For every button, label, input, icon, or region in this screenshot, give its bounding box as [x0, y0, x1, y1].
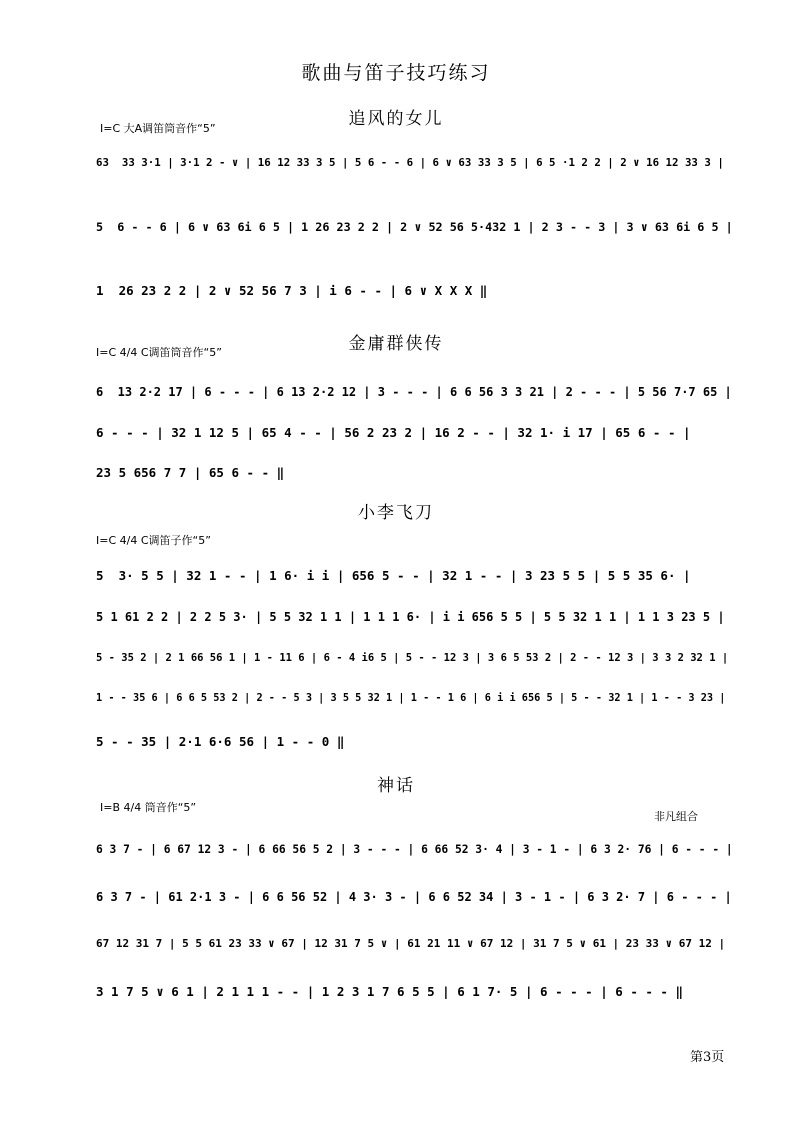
song-4-line-2: 6 3 7 - | 61 2·1 3 - | 6 6 56 52 | 4 3· 3 - | 6 6 52 34 | 3 - 1 - | 6 3 2· 7 | 6 - - - | [96, 890, 732, 904]
song-4-line-1: 6 3 7 - | 6 67 12 3 - | 6 66 56 5 2 | 3 - - - | 6 66 52 3· 4 | 3 - 1 - | 6 3 2· 76 | 6 - - - | [96, 843, 733, 856]
song-1-line-3: 1 26 23 2 2 | 2 ∨ 52 56 7 3 | i 6 - - | 6 ∨ X X X ‖ [96, 283, 488, 298]
song-3-line-2: 5 1 61 2 2 | 2 2 5 3· | 5 5 32 1 1 | 1 1 1 6· | i i 656 5 5 | 5 5 32 1 1 | 1 1 3 23 5 | [96, 610, 725, 624]
song-2-line-2: 6 - - - | 32 1 12 5 | 65 4 - - | 56 2 23 2 | 16 2 - - | 32 1· i 17 | 65 6 - - | [96, 425, 691, 440]
song-3-line-3: 5 - 35 2 | 2 1 66 56 1 | 1 - 11 6 | 6 - 4 i6 5 | 5 - - 12 3 | 3 6 5 53 2 | 2 - - 12 3 | 3 3 2 32 1 | [96, 652, 729, 664]
song-2-key: I=C 4/4 C调笛筒音作“5” [96, 346, 222, 359]
song-3-line-4: 1 - - 35 6 | 6 6 5 53 2 | 2 - - 5 3 | 3 5 5 32 1 | 1 - - 1 6 | 6 i i 656 5 | 5 - - 32 1 | 1 - - 3 23 | [96, 692, 726, 704]
song-3-line-5: 5 - - 35 | 2·1 6·6 56 | 1 - - 0 ‖ [96, 734, 345, 749]
document-title: 歌曲与笛子技巧练习 [301, 62, 491, 84]
song-4-line-4: 3 1 7 5 ∨ 6 1 | 2 1 1 1 - - | 1 2 3 1 7 6 5 5 | 6 1 7· 5 | 6 - - - | 6 - - - ‖ [96, 984, 683, 999]
song-title-1: 追风的女儿 [348, 109, 444, 129]
song-title-4: 神话 [377, 776, 415, 796]
song-4-credit: 非凡组合 [654, 810, 698, 823]
page-number: 第3页 [690, 1050, 725, 1065]
song-4-key: I=B 4/4 筒音作“5” [100, 801, 197, 814]
song-1-line-2: 5 6 - - 6 | 6 ∨ 63 6i 6 5 | 1 26 23 2 2 | 2 ∨ 52 56 5·432 1 | 2 3 - - 3 | 3 ∨ 63 6i 6 5 | [96, 220, 733, 234]
song-title-2: 金庸群侠传 [348, 334, 444, 354]
song-3-key: I=C 4/4 C调笛子作“5” [96, 534, 211, 547]
song-2-line-1: 6 13 2·2 17 | 6 - - - | 6 13 2·2 12 | 3 - - - | 6 6 56 3 3 21 | 2 - - - | 5 56 7·7 65 | [96, 385, 732, 399]
song-1-key: I=C 大A调笛筒音作“5” [100, 122, 216, 135]
song-4-line-3: 67 12 31 7 | 5 5 61 23 33 ∨ 67 | 12 31 7 5 ∨ | 61 21 11 ∨ 67 12 | 31 7 5 ∨ 61 | 23 33 ∨ 67 12 | [96, 937, 726, 950]
song-title-3: 小李飞刀 [358, 503, 434, 523]
song-1-line-1: 63 33 3·1 | 3·1 2 - ∨ | 16 12 33 3 5 | 5 6 - - 6 | 6 ∨ 63 33 3 5 | 6 5 ·1 2 2 | 2 ∨ 16 12 33 3 | [96, 156, 724, 169]
song-2-line-3: 23 5 656 7 7 | 65 6 - - ‖ [96, 465, 285, 480]
song-3-line-1: 5 3· 5 5 | 32 1 - - | 1 6· i i | 656 5 - - | 32 1 - - | 3 23 5 5 | 5 5 35 6· | [96, 568, 691, 583]
